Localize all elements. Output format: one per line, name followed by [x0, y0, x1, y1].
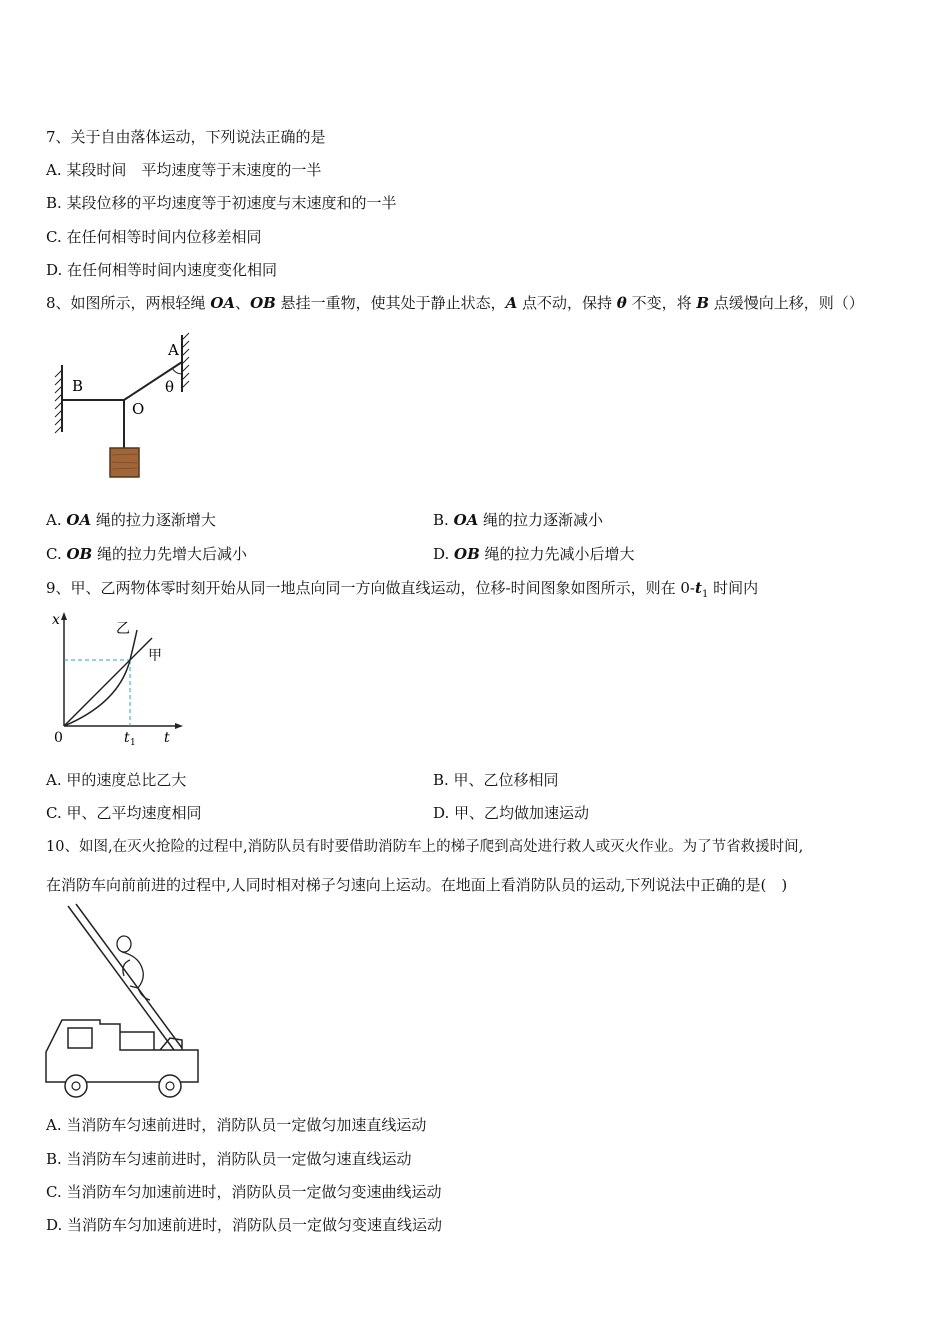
- q7-option-b: B. 某段位移的平均速度等于初速度与末速度和的一半: [46, 194, 397, 212]
- q10-option-a: A. 当消防车匀速前进时，消防队员一定做匀加速直线运动: [46, 1116, 427, 1134]
- q9-option-b: B. 甲、乙位移相同: [433, 771, 559, 789]
- q7-option-d: D. 在任何相等时间内速度变化相同: [46, 261, 278, 279]
- label-theta: θ: [165, 378, 175, 396]
- q9-stem: 9、甲、乙两物体零时刻开始从同一地点向同一方向做直线运动，位移-时间图象如图所示，则在 $0-t_1$ 时间内: [46, 579, 759, 600]
- label-jia: 甲: [148, 648, 162, 664]
- q9-option-d: D. 甲、乙均做加速运动: [433, 804, 590, 822]
- q7-option-c: C. 在任何相等时间内位移差相同: [46, 228, 262, 246]
- q8-option-c: C. OB 绳的拉力先增大后减小: [46, 545, 248, 563]
- x-axis-arrow: [61, 612, 67, 620]
- q9-option-c: C. 甲、乙平均速度相同: [46, 804, 202, 822]
- q8-rope-figure: [50, 330, 200, 480]
- left-wall-hatch: [55, 370, 62, 433]
- label-a: A: [168, 341, 179, 359]
- q9-xt-graph: [44, 608, 194, 748]
- label-x: x: [52, 612, 60, 628]
- q8-option-a: A. OA 绳的拉力逐渐增大: [46, 511, 216, 529]
- curve-yi: [64, 630, 137, 726]
- ladder-rail-right: [76, 904, 182, 1048]
- truck-body: [46, 1020, 198, 1082]
- label-b: B: [72, 377, 84, 395]
- label-origin: 0: [54, 730, 63, 746]
- label-t1: t: [124, 730, 130, 746]
- q10-option-b: B. 当消防车匀速前进时，消防队员一定做匀速直线运动: [46, 1150, 412, 1168]
- q10-fire-truck-figure: [42, 902, 207, 1102]
- truck-wheels: [65, 1075, 181, 1097]
- right-wall-hatch: [182, 333, 189, 388]
- q10-stem-line2: 在消防车向前前进的过程中,人同时相对梯子匀速向上运动。在地面上看消防队员的运动,下列说法中正确的是( ): [46, 876, 788, 894]
- q10-stem-line1: 10、如图,在灭火抢险的过程中,消防队员有时要借助消防车上的梯子爬到高处进行救人或灭火作业。为了节省救援时间,: [46, 839, 804, 855]
- firefighter: [117, 936, 150, 1000]
- q8-option-b: B. OA 绳的拉力逐渐减小: [433, 511, 604, 529]
- q10-option-d: D. 当消防车匀加速前进时，消防队员一定做匀变速直线运动: [46, 1216, 443, 1234]
- label-o: O: [132, 400, 145, 418]
- q10-option-c: C. 当消防车匀加速前进时，消防队员一定做匀变速曲线运动: [46, 1183, 442, 1201]
- q7-option-a: A. 某段时间 平均速度等于末速度的一半: [46, 161, 322, 179]
- q9-option-a: A. 甲的速度总比乙大: [46, 771, 187, 789]
- label-t1-sub: 1: [130, 738, 136, 748]
- q8-stem: 8、如图所示，两根轻绳 OA、OB 悬挂一重物，使其处于静止状态，A 点不动，保持 θ 不变，将 B 点缓慢向上移，则（）: [46, 294, 864, 312]
- t-axis-arrow: [175, 723, 183, 729]
- line-jia: [64, 638, 152, 726]
- q8-option-d: D. OB 绳的拉力先减小后增大: [433, 545, 635, 563]
- theta-arc: [172, 368, 182, 374]
- label-yi: 乙: [116, 621, 130, 637]
- label-t: t: [164, 730, 170, 746]
- q7-stem: 7、关于自由落体运动，下列说法正确的是: [46, 128, 326, 146]
